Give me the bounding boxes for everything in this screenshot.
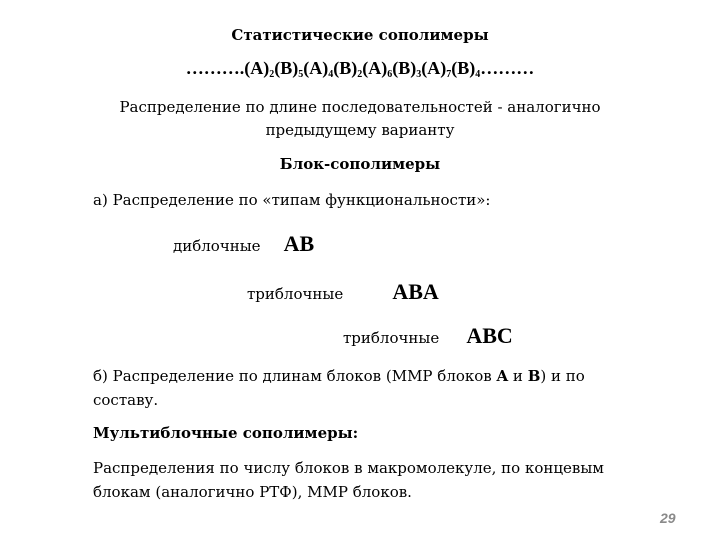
multiblock-text: Распределения по числу блоков в макромолекуле, по концевым блокам (аналогично РТФ), ММР блоков.	[93, 459, 604, 501]
distribution-line-1: Распределение по длине последовательностей - аналогично	[119, 98, 601, 116]
triblock-row-1	[247, 279, 439, 305]
sequence-formula	[0, 58, 720, 80]
multiblock-title: Мультиблочные сополимеры:	[93, 424, 359, 442]
sequence-block-length: 4	[475, 69, 481, 80]
sequence-block-length: 5	[298, 69, 304, 80]
point-b-text-2: и	[508, 367, 528, 385]
sequence-block-length: 2	[269, 69, 275, 80]
point-b-text-3: ) и по составу.	[93, 367, 585, 409]
diblock-label: диблочные	[173, 237, 261, 255]
sequence-block-length: 4	[328, 69, 334, 80]
diblock-row	[173, 231, 314, 257]
sequence-block: (B)	[451, 58, 476, 78]
sequence-block-length: 3	[416, 69, 422, 80]
sequence-parts	[244, 58, 480, 78]
point-b	[93, 364, 613, 412]
sequence-block: (B)	[274, 58, 299, 78]
triblock-label-1: триблочные	[247, 285, 344, 303]
point-b-text-1: б) Распределение по длинам блоков (ММР блоков	[93, 367, 497, 385]
triblock-formula-2: ABC	[466, 323, 513, 348]
sequence-prefix: ……….	[185, 58, 245, 78]
sequence-block-length: 2	[357, 69, 363, 80]
sequence-block: (A)	[244, 58, 270, 78]
point-b-bold-b: B	[527, 367, 541, 385]
sequence-block: (A)	[421, 58, 447, 78]
sequence-block-length: 7	[446, 69, 452, 80]
sequence-block: (B)	[333, 58, 358, 78]
triblock-label-2: триблочные	[343, 329, 440, 347]
triblock-row-2	[343, 323, 513, 349]
point-b-bold-a: A	[496, 367, 509, 385]
page-title: Статистические сополимеры	[231, 26, 489, 44]
page-number: 29	[660, 510, 676, 526]
distribution-line-2: предыдущему варианту	[265, 121, 455, 139]
sequence-block: (A)	[303, 58, 329, 78]
point-a: а) Распределение по «типам функциональности»:	[93, 191, 491, 209]
sequence-block: (B)	[392, 58, 417, 78]
block-copolymers-title: Блок-сополимеры	[279, 155, 441, 173]
sequence-block: (A)	[362, 58, 388, 78]
triblock-formula-1: ABA	[392, 279, 439, 304]
diblock-formula: AB	[283, 231, 315, 256]
sequence-suffix: ………	[480, 58, 535, 78]
sequence-block-length: 6	[387, 69, 393, 80]
